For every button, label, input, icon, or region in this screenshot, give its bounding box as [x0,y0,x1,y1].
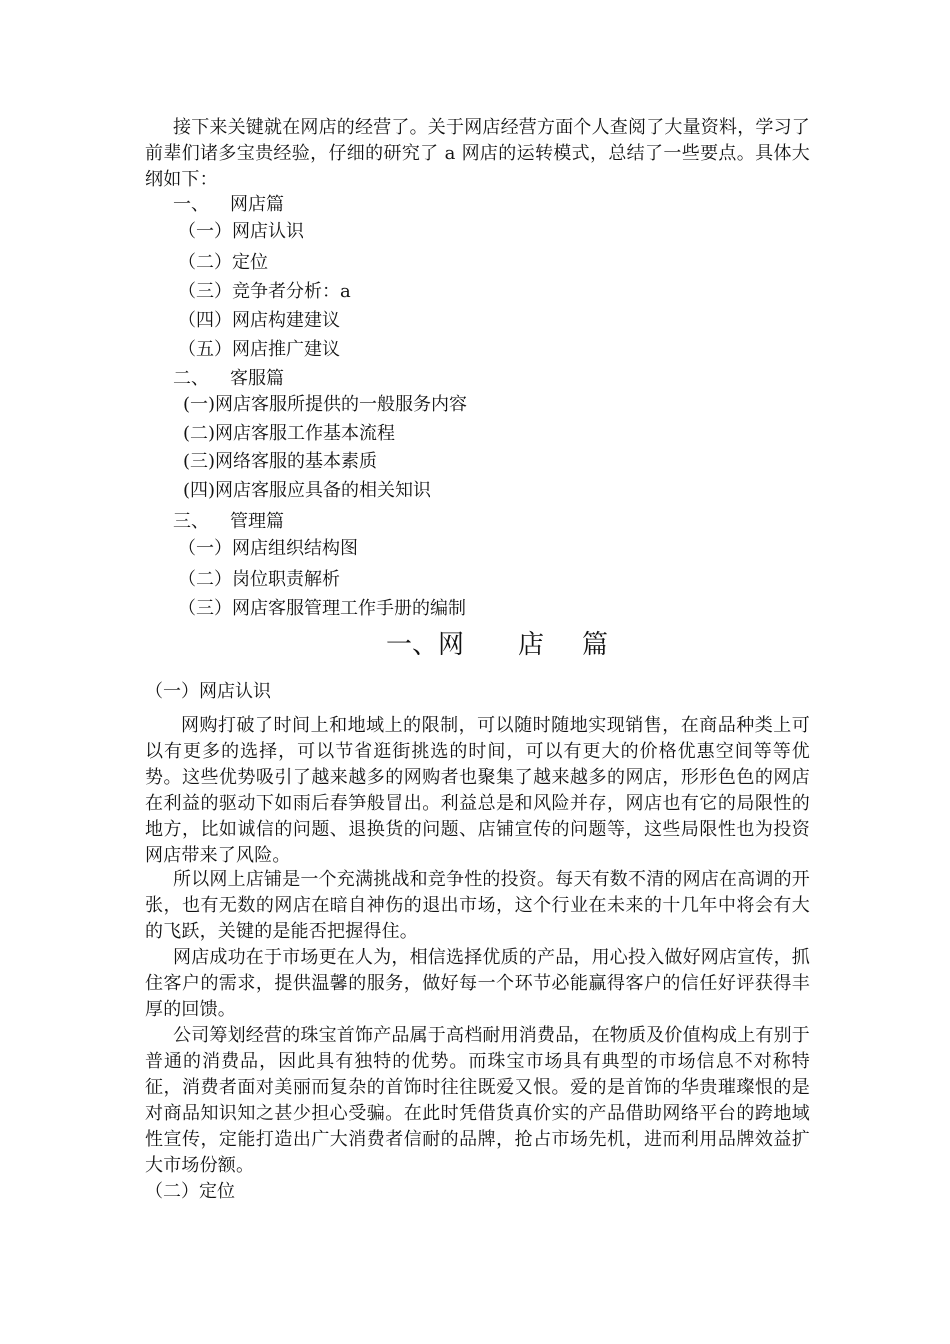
body-paragraph: 公司筹划经营的珠宝首饰产品属于高档耐用消费品，在物质及价值构成上有别于普通的消费品，因此具有独特的优势。而珠宝市场具有典型的市场信息不对称特征，消费者面对美丽而复杂的首饰时往往既爱又恨。爱的是首饰的华贵璀璨恨的是对商品知识知之甚少担心受骗。在此时凭借货真价实的产品借助网络平台的跨地域性宣传，定能打造出广大消费者信耐的品牌，抢占市场先机，进而利用品牌效益扩大市场份额。 [145,1025,810,1176]
outline-item-chapter-3 [173,510,284,534]
outline-item: (三)网络客服的基本素质 [183,451,378,472]
outline-item: （一）网店认识 [178,221,304,242]
outline-item: (四)网店客服应具备的相关知识 [183,480,432,501]
outline-item: （三）竞争者分析：a [178,281,351,302]
intro-paragraph: 接下来关键就在网店的经营了。关于网店经营方面个人查阅了大量资料，学习了前辈们诸多宝贵经验，仔细的研究了 a 网店的运转模式，总结了一些要点。具体大纲如下： [145,117,810,190]
body-paragraph: 网购打破了时间上和地域上的限制，可以随时随地实现销售，在商品种类上可以有更多的选择，可以节省逛街挑选的时间，可以有更大的价格优惠空间等等优势。这些优势吸引了越来越多的网购者也聚集了越来越多的网店，形形色色的网店在利益的驱动下如雨后春笋般冒出。利益总是和风险并存，网店也有它的局限性的地方，比如诚信的问题、退换货的问题、店铺宣传的问题等，这些局限性也为投资网店带来了风险。 [145,715,810,866]
chapter-heading-prefix: 一、网 [386,630,465,660]
outline-item: （一）网店组织结构图 [178,538,358,559]
body-paragraph: 所以网上店铺是一个充满挑战和竞争性的投资。每天有数不清的网店在高调的开张，也有无数的网店在暗自神伤的退出市场，这个行业在未来的十几年中将会有大的飞跃，关键的是能否把握得住。 [145,869,810,942]
outline-item: （三）网店客服管理工作手册的编制 [178,598,466,619]
outline-number: 三、 [173,511,209,532]
chapter-heading-char: 店 [518,630,545,660]
outline-item: （五）网店推广建议 [178,339,340,360]
outline-item-chapter-2 [173,367,284,391]
chapter-heading-char: 篇 [582,630,609,660]
chapter-heading [386,628,608,662]
section-title: （二）定位 [145,1181,235,1202]
outline-number: 一、 [173,194,209,215]
body-paragraph: 网店成功在于市场更在人为，相信选择优质的产品，用心投入做好网店宣传，抓住客户的需求，提供温馨的服务，做好每一个环节必能赢得客户的信任好评获得丰厚的回馈。 [145,947,810,1020]
outline-item: (一)网店客服所提供的一般服务内容 [183,394,468,415]
outline-label: 管理篇 [230,511,284,532]
outline-label: 客服篇 [230,368,284,389]
outline-item: （二）定位 [178,252,268,273]
section-title: （一）网店认识 [145,681,271,702]
outline-item-chapter-1 [173,193,284,217]
outline-label: 网店篇 [230,194,284,215]
outline-item: (二)网店客服工作基本流程 [183,423,396,444]
outline-number: 二、 [173,368,209,389]
outline-item: （四）网店构建建议 [178,310,340,331]
outline-item: （二）岗位职责解析 [178,569,340,590]
